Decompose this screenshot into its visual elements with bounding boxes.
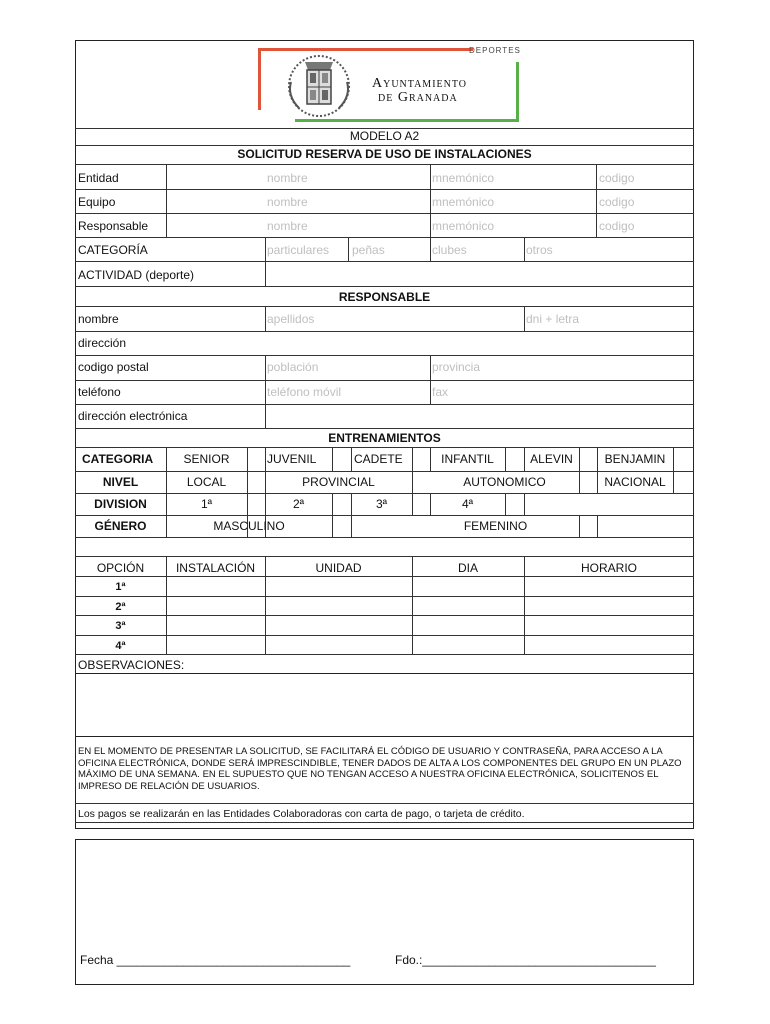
actividad-label: ACTIVIDAD (deporte) [78, 268, 195, 282]
resp-poblacion-field[interactable]: población [267, 360, 319, 374]
sched-header-unidad: UNIDAD [315, 561, 362, 575]
resp-direccion-label: dirección [78, 336, 127, 350]
ent-division-label: DIVISION [94, 497, 147, 511]
sched-header-opcion: OPCIÓN [96, 561, 145, 575]
ent-cat-senior: SENIOR [183, 452, 230, 466]
entidad-mnemonico-field[interactable]: mnemónico [432, 171, 495, 185]
responsable-mnemonico-field[interactable]: mnemónico [432, 219, 495, 233]
sched-option-3: 3ª [115, 620, 126, 632]
resp-fax-field[interactable]: fax [432, 385, 449, 399]
header-logo [255, 44, 525, 124]
resp-email-label: dirección electrónica [78, 409, 188, 423]
sched-header-instalacion: INSTALACIÓN [175, 561, 256, 575]
form-title: SOLICITUD RESERVA DE USO DE INSTALACIONES [237, 147, 532, 161]
payment-text: Los pagos se realizarán en las Entidades Colaboradoras con carta de pago, o tarjeta de crédito. [78, 808, 525, 820]
entidad-label: Entidad [78, 171, 119, 185]
categoria-label: CATEGORÍA [78, 243, 148, 257]
ent-nivel-label: NIVEL [102, 475, 139, 489]
ent-genero-femenino: FEMENINO [463, 519, 528, 533]
ent-genero-masculino: MASCULINO [213, 519, 285, 533]
categoria-otros-field[interactable]: otros [526, 243, 553, 257]
responsable-codigo-field[interactable]: codigo [599, 219, 635, 233]
resp-dni-field[interactable]: dni + letra [526, 312, 580, 326]
equipo-nombre-field[interactable]: nombre [267, 195, 308, 209]
ent-nivel-autonomico: AUTONOMICO [463, 475, 546, 489]
ent-nivel-nacional: NACIONAL [604, 475, 666, 489]
resp-cp-label: codigo postal [78, 360, 149, 374]
actividad-field[interactable] [266, 262, 693, 285]
equipo-label: Equipo [78, 195, 116, 209]
fecha-field[interactable]: Fecha ___________________________________ [80, 953, 351, 967]
ent-division-4: 4ª [461, 497, 474, 511]
notice-text: EN EL MOMENTO DE PRESENTAR LA SOLICITUD, SE FACILITARÁ EL CÓDIGO DE USUARIO Y CONTRASEÑA, PARA ACCESO A LA OFICINA ELECTRÓNICA, DONDE SERÁ IMPRESCINDIBLE, TENER DADOS DE ALTA A LOS COMPONENTES DEL GRUPO EN UN PLAZO MÁXIMO DE UNA SEMANA. EN EL SUPUESTO QUE NO TENGAN ACCESO A NUESTRA OFICINA ELECTRÓNICA, SOLICITENOS EL IMPRESO DE RELACIÓN DE USUARIOS. [78, 746, 682, 792]
org-name-line2: de Granada [378, 90, 458, 105]
resp-telefono-label: teléfono [78, 385, 121, 399]
ent-categoria-label: CATEGORIA [82, 452, 154, 466]
sched-option-2: 2ª [115, 601, 126, 613]
observaciones-field[interactable] [75, 673, 694, 737]
observaciones-label: OBSERVACIONES: [78, 658, 185, 672]
sched-header-dia: DIA [457, 561, 478, 575]
resp-movil-field[interactable]: teléfono móvil [267, 385, 342, 399]
dept-label: DEPORTES [469, 46, 521, 55]
entrenamientos-heading: ENTRENAMIENTOS [328, 431, 441, 445]
sched-option-4: 4ª [115, 640, 126, 652]
categoria-particulares-field[interactable]: particulares [267, 243, 330, 257]
resp-email-field[interactable] [266, 405, 693, 427]
responsable-nombre-field[interactable]: nombre [267, 219, 308, 233]
ent-division-1: 1ª [200, 497, 213, 511]
ent-genero-label: GÉNERO [94, 519, 147, 533]
responsable-heading: RESPONSABLE [338, 290, 431, 304]
coat-of-arms-icon [283, 52, 355, 122]
categoria-penas-field[interactable]: peñas [352, 243, 385, 257]
ent-division-2: 2ª [292, 497, 305, 511]
equipo-mnemonico-field[interactable]: mnemónico [432, 195, 495, 209]
responsable-label: Responsable [78, 219, 149, 233]
sched-option-1: 1ª [115, 581, 126, 593]
sched-header-horario: HORARIO [580, 561, 637, 575]
categoria-clubes-field[interactable]: clubes [432, 243, 467, 257]
org-name-line1: Ayuntamiento [372, 76, 468, 91]
ent-cat-infantil: INFANTIL [441, 452, 494, 466]
equipo-codigo-field[interactable]: codigo [599, 195, 635, 209]
resp-provincia-field[interactable]: provincia [432, 360, 481, 374]
ent-cat-cadete: CADETE [354, 452, 403, 466]
ent-cat-juvenil: JUVENIL [267, 452, 317, 466]
ent-division-3: 3ª [375, 497, 388, 511]
ent-cat-alevin: ALEVIN [530, 452, 573, 466]
ent-nivel-local: LOCAL [186, 475, 227, 489]
resp-nombre-label: nombre [78, 312, 119, 326]
entidad-nombre-field[interactable]: nombre [267, 171, 308, 185]
fdo-field[interactable]: Fdo.:___________________________________ [395, 953, 656, 967]
ent-nivel-provincial: PROVINCIAL [302, 475, 375, 489]
entidad-codigo-field[interactable]: codigo [599, 171, 635, 185]
model-label: MODELO A2 [349, 129, 420, 143]
resp-apellidos-field[interactable]: apellidos [267, 312, 315, 326]
ent-cat-benjamin: BENJAMIN [604, 452, 666, 466]
